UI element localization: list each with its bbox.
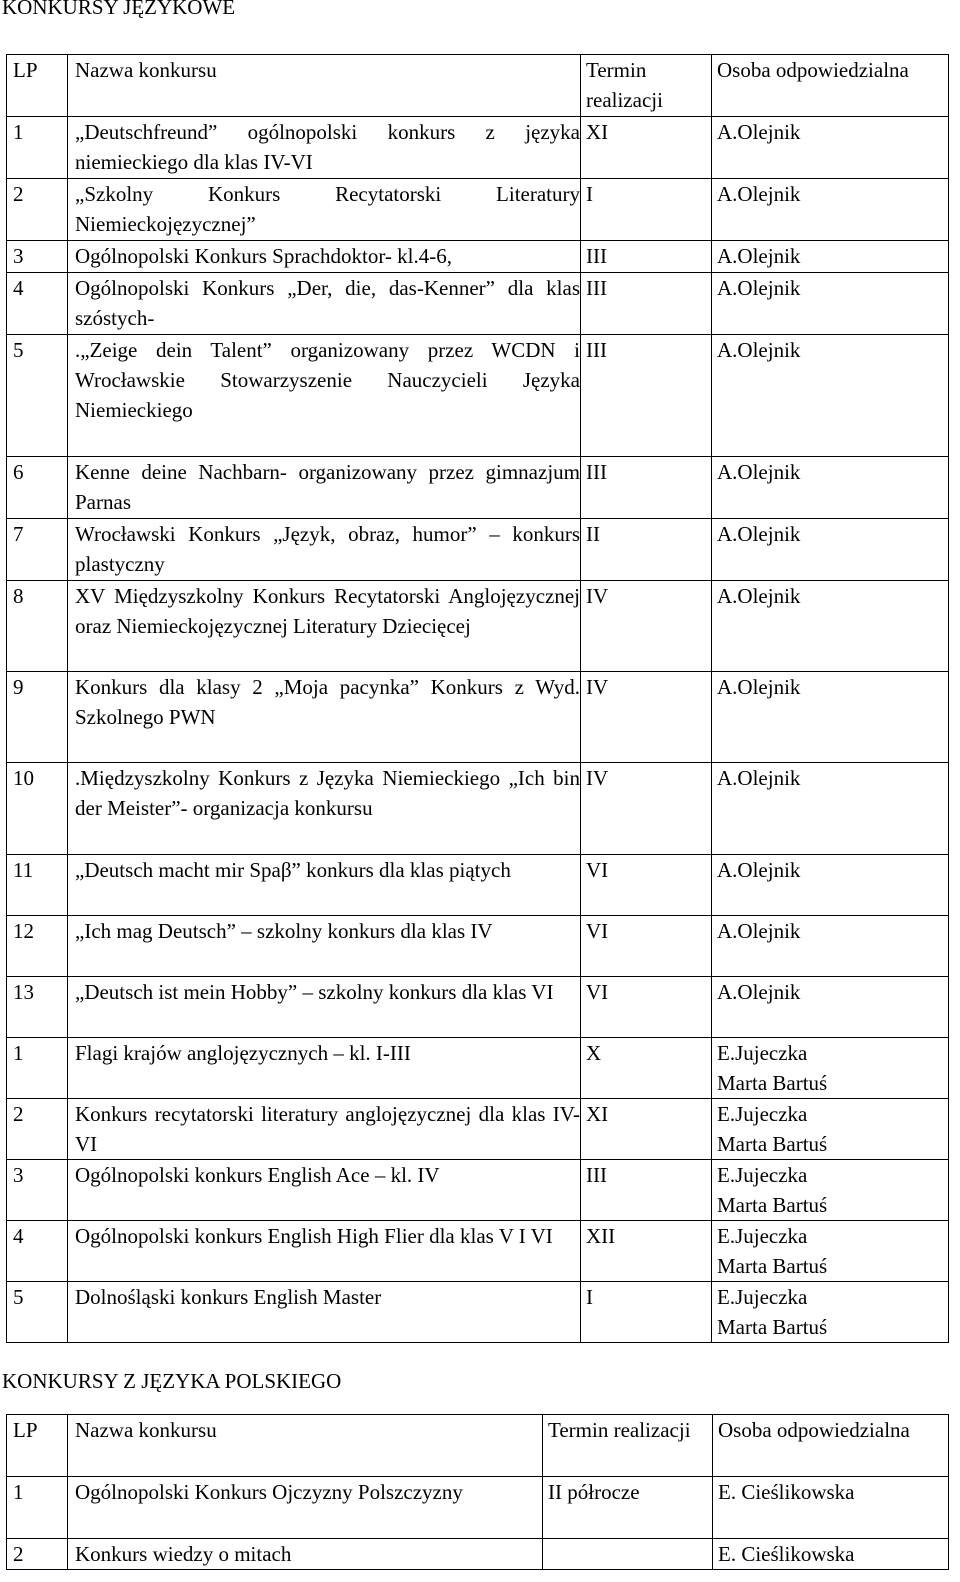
responsible-person: A.Olejnik xyxy=(717,522,801,546)
row-lp: 1 xyxy=(7,1477,68,1539)
header-name: Nazwa konkursu xyxy=(68,55,581,117)
row-contest-name: Flagi krajów anglojęzycznych – kl. I-III xyxy=(68,1038,581,1099)
row-contest-name: Ogólnopolski Konkurs „Der, die, das-Kenner” dla klas szóstych- xyxy=(68,273,581,335)
language-contests-table xyxy=(6,54,949,1343)
row-term: VI xyxy=(581,855,712,916)
row-term: X xyxy=(581,1038,712,1099)
row-responsible xyxy=(712,763,949,855)
row-contest-name: „Szkolny Konkurs Recytatorski Literatury Niemieckojęzycznej” xyxy=(68,179,581,241)
row-responsible xyxy=(712,519,949,581)
row-term: VI xyxy=(581,916,712,977)
table-row xyxy=(7,763,949,855)
row-responsible xyxy=(712,1099,949,1160)
responsible-person: A.Olejnik xyxy=(717,460,801,484)
row-lp: 3 xyxy=(7,241,68,273)
table-row xyxy=(7,1477,949,1539)
row-term: VI xyxy=(581,977,712,1038)
row-lp: 9 xyxy=(7,672,68,763)
row-responsible xyxy=(712,117,949,179)
row-responsible xyxy=(713,1477,949,1539)
row-lp: 1 xyxy=(7,117,68,179)
row-term: XII xyxy=(581,1221,712,1282)
table-row xyxy=(7,581,949,672)
row-responsible xyxy=(712,581,949,672)
row-responsible xyxy=(712,1160,949,1221)
row-term xyxy=(543,1539,713,1570)
header-lp: LP xyxy=(7,55,68,117)
row-lp: 12 xyxy=(7,916,68,977)
table-row xyxy=(7,457,949,519)
row-term: III xyxy=(581,457,712,519)
responsible-person: E.Jujeczka xyxy=(717,1102,808,1126)
header-responsible: Osoba odpowiedzialna xyxy=(713,1415,949,1477)
responsible-person: A.Olejnik xyxy=(717,244,801,268)
row-responsible xyxy=(712,855,949,916)
responsible-person: A.Olejnik xyxy=(717,858,801,882)
row-lp: 6 xyxy=(7,457,68,519)
responsible-person: E.Jujeczka xyxy=(717,1285,808,1309)
row-contest-name: Konkurs wiedzy o mitach xyxy=(68,1539,543,1570)
row-responsible xyxy=(712,977,949,1038)
row-contest-name: Dolnośląski konkurs English Master xyxy=(68,1282,581,1343)
responsible-person: E.Jujeczka xyxy=(717,1163,808,1187)
header-term: Termin realizacji xyxy=(581,55,712,117)
row-term: IV xyxy=(581,763,712,855)
row-lp: 10 xyxy=(7,763,68,855)
table-row xyxy=(7,179,949,241)
row-responsible xyxy=(713,1539,949,1570)
row-lp: 7 xyxy=(7,519,68,581)
row-responsible xyxy=(712,916,949,977)
row-responsible xyxy=(712,1038,949,1099)
row-lp: 1 xyxy=(7,1038,68,1099)
row-term: III xyxy=(581,1160,712,1221)
row-responsible xyxy=(712,672,949,763)
responsible-person: E. Cieślikowska xyxy=(718,1542,855,1566)
table-row xyxy=(7,335,949,457)
row-contest-name: Kenne deine Nachbarn- organizowany przez gimnazjum Parnas xyxy=(68,457,581,519)
row-lp: 2 xyxy=(7,1539,68,1570)
table-row xyxy=(7,916,949,977)
row-term: I xyxy=(581,1282,712,1343)
header-lp: LP xyxy=(7,1415,68,1477)
row-responsible xyxy=(712,335,949,457)
row-term: II półrocze xyxy=(543,1477,713,1539)
responsible-person: A.Olejnik xyxy=(717,120,801,144)
section-title-language-contests: KONKURSY JĘZYKOWE xyxy=(2,0,236,19)
row-lp: 5 xyxy=(7,1282,68,1343)
table-row xyxy=(7,241,949,273)
row-contest-name: „Deutsch macht mir Spaβ” konkurs dla klas piątych xyxy=(68,855,581,916)
table-header-row xyxy=(7,55,949,117)
responsible-person: A.Olejnik xyxy=(717,980,801,1004)
table-row xyxy=(7,977,949,1038)
row-term: XI xyxy=(581,117,712,179)
row-term: IV xyxy=(581,672,712,763)
responsible-person: Marta Bartuś xyxy=(717,1254,828,1278)
table-row xyxy=(7,1099,949,1160)
row-contest-name: Konkurs recytatorski literatury anglojęzycznej dla klas IV-VI xyxy=(68,1099,581,1160)
responsible-person: E.Jujeczka xyxy=(717,1041,808,1065)
responsible-person: A.Olejnik xyxy=(717,276,801,300)
responsible-person: Marta Bartuś xyxy=(717,1071,828,1095)
table-row xyxy=(7,273,949,335)
row-lp: 4 xyxy=(7,273,68,335)
row-term: XI xyxy=(581,1099,712,1160)
row-contest-name: „Deutschfreund” ogólnopolski konkurs z języka niemieckiego dla klas IV-VI xyxy=(68,117,581,179)
row-contest-name: Ogólnopolski Konkurs Ojczyzny Polszczyzny xyxy=(68,1477,543,1539)
table-row xyxy=(7,672,949,763)
row-responsible xyxy=(712,241,949,273)
responsible-person: Marta Bartuś xyxy=(717,1132,828,1156)
row-lp: 11 xyxy=(7,855,68,916)
table-row xyxy=(7,1160,949,1221)
table-row xyxy=(7,1539,949,1570)
row-contest-name: Ogólnopolski konkurs English Ace – kl. IV xyxy=(68,1160,581,1221)
row-responsible xyxy=(712,1282,949,1343)
row-term: I xyxy=(581,179,712,241)
polish-contests-table xyxy=(6,1414,949,1570)
table-row xyxy=(7,1221,949,1282)
header-name: Nazwa konkursu xyxy=(68,1415,543,1477)
row-responsible xyxy=(712,1221,949,1282)
row-term: IV xyxy=(581,581,712,672)
table-row xyxy=(7,519,949,581)
row-lp: 4 xyxy=(7,1221,68,1282)
responsible-person: A.Olejnik xyxy=(717,182,801,206)
row-lp: 3 xyxy=(7,1160,68,1221)
row-lp: 2 xyxy=(7,1099,68,1160)
responsible-person: A.Olejnik xyxy=(717,919,801,943)
row-term: II xyxy=(581,519,712,581)
table-row xyxy=(7,1038,949,1099)
header-term: Termin realizacji xyxy=(543,1415,713,1477)
row-responsible xyxy=(712,457,949,519)
row-term: III xyxy=(581,273,712,335)
row-contest-name: „Deutsch ist mein Hobby” – szkolny konkurs dla klas VI xyxy=(68,977,581,1038)
table-row xyxy=(7,117,949,179)
row-contest-name: Konkurs dla klasy 2 „Moja pacynka” Konkurs z Wyd. Szkolnego PWN xyxy=(68,672,581,763)
responsible-person: A.Olejnik xyxy=(717,338,801,362)
responsible-person: Marta Bartuś xyxy=(717,1315,828,1339)
row-responsible xyxy=(712,179,949,241)
responsible-person: A.Olejnik xyxy=(717,584,801,608)
section-title-polish-contests: KONKURSY Z JĘZYKA POLSKIEGO xyxy=(2,1369,342,1393)
responsible-person: E. Cieślikowska xyxy=(718,1480,855,1504)
row-term: III xyxy=(581,335,712,457)
row-contest-name: Ogólnopolski konkurs English High Flier dla klas V I VI xyxy=(68,1221,581,1282)
row-lp: 8 xyxy=(7,581,68,672)
row-lp: 2 xyxy=(7,179,68,241)
table-row xyxy=(7,855,949,916)
row-contest-name: Wrocławski Konkurs „Język, obraz, humor” – konkurs plastyczny xyxy=(68,519,581,581)
table-row xyxy=(7,1282,949,1343)
row-contest-name: XV Międzyszkolny Konkurs Recytatorski Anglojęzycznej oraz Niemieckojęzycznej Literatury Dziecięcej xyxy=(68,581,581,672)
row-contest-name: „Ich mag Deutsch” – szkolny konkurs dla klas IV xyxy=(68,916,581,977)
row-lp: 5 xyxy=(7,335,68,457)
responsible-person: A.Olejnik xyxy=(717,675,801,699)
row-term: III xyxy=(581,241,712,273)
header-responsible: Osoba odpowiedzialna xyxy=(712,55,949,117)
responsible-person: A.Olejnik xyxy=(717,766,801,790)
row-contest-name: Ogólnopolski Konkurs Sprachdoktor- kl.4-6, xyxy=(68,241,581,273)
row-lp: 13 xyxy=(7,977,68,1038)
table-header-row xyxy=(7,1415,949,1477)
row-contest-name: .Międzyszkolny Konkurs z Języka Niemieckiego „Ich bin der Meister”- organizacja konkursu xyxy=(68,763,581,855)
responsible-person: E.Jujeczka xyxy=(717,1224,808,1248)
row-contest-name: .„Zeige dein Talent” organizowany przez WCDN i Wrocławskie Stowarzyszenie Nauczycieli Języka Niemieckiego xyxy=(68,335,581,457)
row-responsible xyxy=(712,273,949,335)
responsible-person: Marta Bartuś xyxy=(717,1193,828,1217)
